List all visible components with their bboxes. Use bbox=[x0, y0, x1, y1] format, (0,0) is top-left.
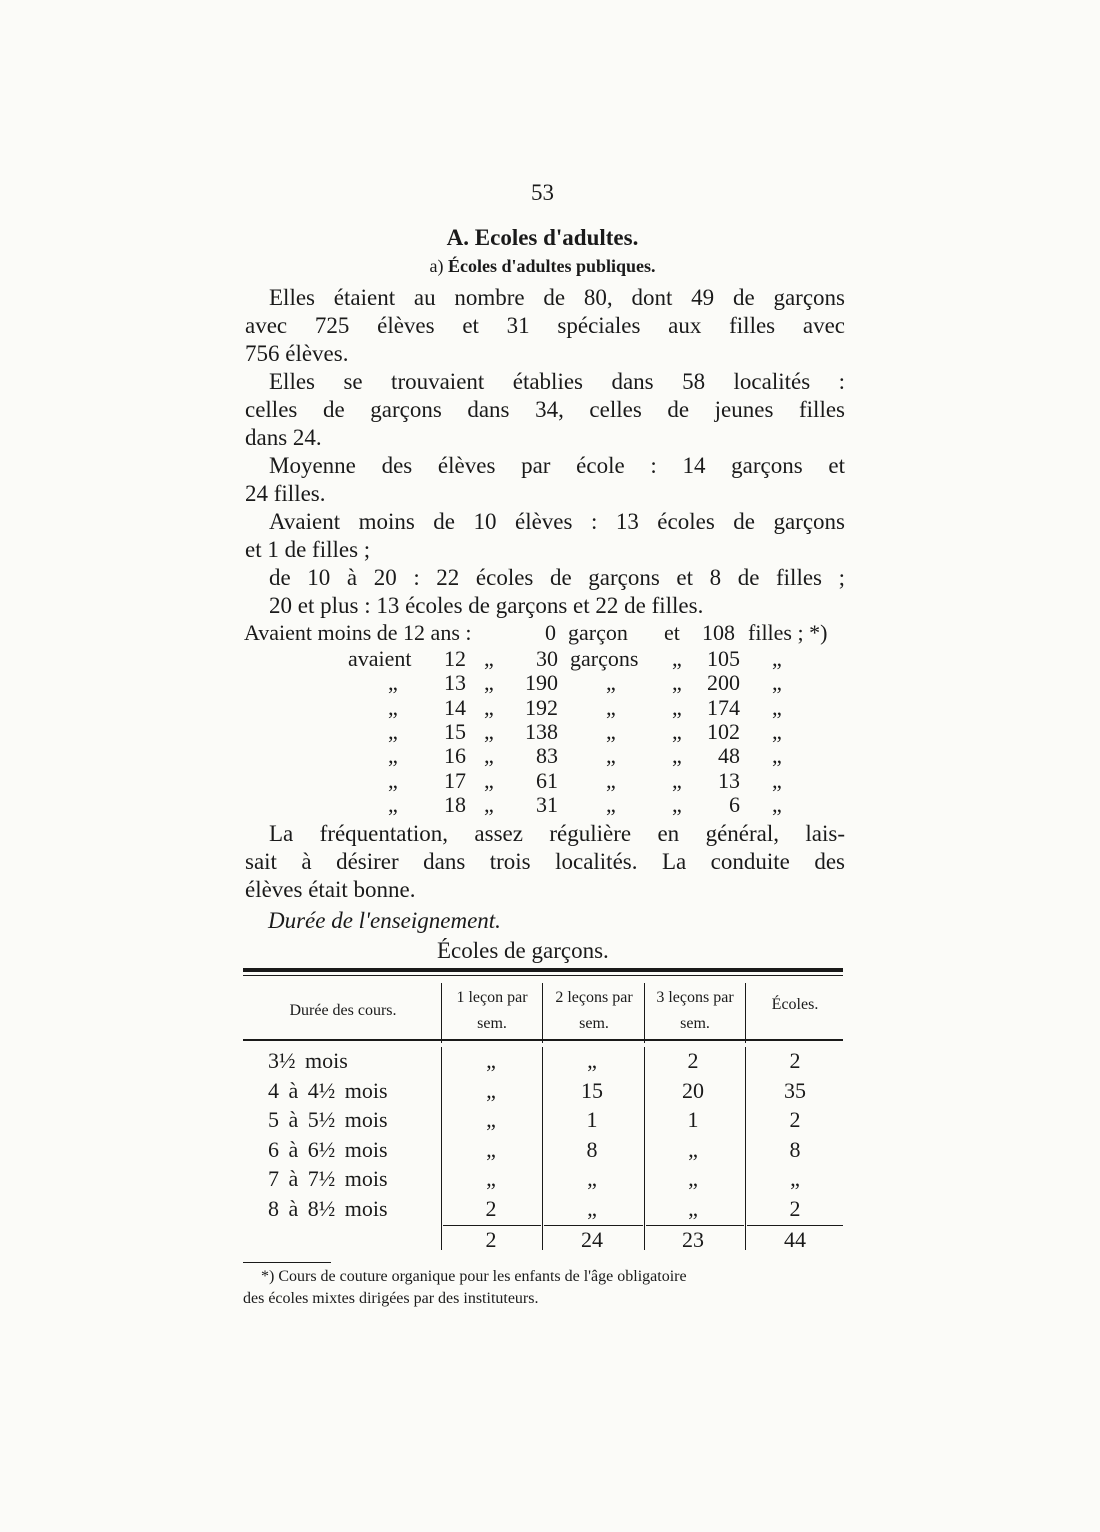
table-cell-1-lecon: „ bbox=[486, 1166, 496, 1191]
section-heading: A. Ecoles d'adultes. bbox=[446, 225, 639, 250]
age-row-ditto: „ bbox=[772, 767, 782, 793]
age-intro-label: Avaient moins de 12 ans : bbox=[244, 620, 472, 645]
age-row-boys-unit: „ bbox=[606, 791, 616, 817]
table-cell-2-lecons: 1 bbox=[586, 1107, 598, 1132]
table-cell-2-lecons: 15 bbox=[581, 1077, 603, 1103]
age-row-boys-unit: garçons bbox=[570, 646, 639, 671]
age-row-girls: 105 bbox=[707, 646, 740, 671]
age-row-boys: 30 bbox=[536, 646, 558, 671]
age-row bbox=[0, 792, 1100, 816]
table-cell-ecoles: 2 bbox=[789, 1048, 801, 1073]
table-divider bbox=[745, 983, 746, 1043]
age-row-ditto: „ bbox=[772, 791, 782, 817]
age-row-prefix: avaient bbox=[348, 646, 412, 671]
paragraph-average bbox=[245, 452, 845, 508]
table-divider bbox=[441, 983, 442, 1043]
age-row-age: 16 bbox=[444, 743, 466, 769]
subsection-heading bbox=[0, 256, 1085, 277]
table-cell-ecoles: 35 bbox=[784, 1077, 806, 1103]
table-header-duree: Durée des cours. bbox=[289, 1002, 397, 1019]
age-row bbox=[0, 646, 1100, 670]
text-line: Moyenne des élèves par école : 14 garçons et bbox=[269, 453, 845, 478]
age-row-boys: 83 bbox=[536, 743, 558, 769]
age-intro-and: et bbox=[664, 620, 680, 645]
age-row-ditto: „ bbox=[672, 743, 682, 769]
age-row-girls: 102 bbox=[707, 718, 740, 744]
table-divider bbox=[441, 1047, 442, 1250]
age-row-ditto: „ bbox=[772, 694, 782, 720]
table-header-2-lecons: 2 leçons par sem. bbox=[555, 989, 633, 1032]
age-row-ditto: „ bbox=[772, 646, 782, 671]
age-row-prefix: „ bbox=[388, 670, 398, 696]
age-row-age: 14 bbox=[444, 694, 466, 720]
age-row-age: 17 bbox=[444, 767, 466, 793]
age-row-boys-unit: „ bbox=[606, 670, 616, 696]
table-cell-1-lecon: 2 bbox=[485, 1195, 497, 1221]
age-row-boys: 31 bbox=[536, 791, 558, 817]
age-row-girls: 174 bbox=[707, 694, 740, 720]
age-row-girls: 13 bbox=[718, 767, 740, 793]
age-row-ditto: „ bbox=[772, 718, 782, 744]
age-row-boys-unit: „ bbox=[606, 694, 616, 720]
paragraph-localities bbox=[245, 368, 845, 452]
table-cell-2-lecons: „ bbox=[587, 1166, 597, 1191]
age-row-girls: 200 bbox=[707, 670, 740, 696]
age-row bbox=[0, 695, 1100, 719]
age-row-ditto: „ bbox=[672, 670, 682, 696]
table-cell-duree: 6 à 6½ mois bbox=[268, 1136, 388, 1162]
age-row-prefix: „ bbox=[388, 767, 398, 793]
table-divider bbox=[644, 1047, 645, 1250]
age-row-age: 13 bbox=[444, 670, 466, 696]
table-rule bbox=[243, 968, 843, 972]
sum-rule bbox=[544, 1225, 643, 1226]
text-line: avec 725 élèves et 31 spéciales aux filles avec bbox=[245, 313, 845, 338]
table-rule bbox=[243, 975, 843, 976]
age-row-ditto: „ bbox=[484, 694, 494, 720]
age-row-ditto: „ bbox=[484, 670, 494, 696]
footnote-rule bbox=[243, 1262, 331, 1263]
table-title: Écoles de garçons. bbox=[437, 938, 609, 963]
age-row-ditto: „ bbox=[772, 670, 782, 696]
text-line: Avaient moins de 10 élèves : 13 écoles de garçons bbox=[269, 509, 845, 534]
age-row-boys: 192 bbox=[525, 694, 558, 720]
table-cell-1-lecon: „ bbox=[486, 1077, 496, 1103]
table-cell-ecoles: 2 bbox=[789, 1107, 801, 1132]
age-intro-girls-unit: filles ; *) bbox=[748, 620, 828, 645]
paragraph-size-20-plus bbox=[245, 592, 845, 620]
age-row-prefix: „ bbox=[388, 694, 398, 720]
table-cell-duree: 4 à 4½ mois bbox=[268, 1077, 388, 1103]
sum-rule bbox=[443, 1225, 541, 1226]
table-cell-3-lecons: „ bbox=[688, 1195, 698, 1221]
age-intro-line bbox=[0, 620, 1100, 648]
age-row-girls: 6 bbox=[729, 791, 740, 817]
table-cell-3-lecons: 1 bbox=[687, 1107, 699, 1132]
age-row-boys: 61 bbox=[536, 767, 558, 793]
text-line: élèves était bonne. bbox=[245, 877, 416, 902]
age-intro-boys: 0 bbox=[545, 620, 556, 645]
age-row-prefix: „ bbox=[388, 718, 398, 744]
table-cell-2-lecons: „ bbox=[587, 1048, 597, 1073]
age-row bbox=[0, 743, 1100, 767]
age-row-ditto: „ bbox=[672, 694, 682, 720]
age-row-boys-unit: „ bbox=[606, 767, 616, 793]
paragraph-size-under-10 bbox=[245, 508, 845, 564]
age-row-ditto: „ bbox=[672, 791, 682, 817]
table-cell-ecoles: 2 bbox=[789, 1195, 801, 1221]
sum-rule bbox=[747, 1225, 843, 1226]
page-number: 53 bbox=[531, 180, 554, 205]
age-row-girls: 48 bbox=[718, 743, 740, 769]
table-cell-duree: 3½ mois bbox=[268, 1048, 348, 1073]
text-line: 24 filles. bbox=[245, 481, 326, 506]
age-row-ditto: „ bbox=[772, 743, 782, 769]
table-divider bbox=[542, 983, 543, 1043]
age-row-ditto: „ bbox=[484, 767, 494, 793]
table-cell-1-lecon: „ bbox=[486, 1136, 496, 1162]
age-row-prefix: „ bbox=[388, 791, 398, 817]
text-line: sait à désirer dans trois localités. La conduite des bbox=[245, 849, 845, 874]
age-row-boys: 190 bbox=[525, 670, 558, 696]
total-1-lecon: 2 bbox=[485, 1227, 497, 1252]
subsection-title: Écoles d'adultes publiques. bbox=[447, 256, 656, 276]
table-cell-3-lecons: „ bbox=[688, 1136, 698, 1162]
paragraph-size-10-20 bbox=[245, 564, 845, 592]
age-row-age: 12 bbox=[444, 646, 466, 671]
text-line: 20 et plus : 13 écoles de garçons et 22 de filles. bbox=[269, 593, 704, 618]
age-intro-boys-unit: garçon bbox=[568, 620, 628, 645]
table-header-3-lecons: 3 leçons par sem. bbox=[656, 989, 734, 1032]
text-line: celles de garçons dans 34, celles de jeunes filles bbox=[245, 397, 845, 422]
table-cell-ecoles: 8 bbox=[789, 1136, 801, 1162]
table-cell-duree: 8 à 8½ mois bbox=[268, 1195, 388, 1221]
paragraph-count bbox=[245, 284, 845, 368]
sum-rule bbox=[646, 1225, 744, 1226]
footnote bbox=[243, 1266, 843, 1310]
table-cell-3-lecons: 20 bbox=[682, 1077, 704, 1103]
footnote-line: des écoles mixtes dirigées par des instituteurs. bbox=[243, 1290, 539, 1307]
table-cell-duree: 7 à 7½ mois bbox=[268, 1166, 388, 1191]
table-cell-2-lecons: 8 bbox=[586, 1136, 598, 1162]
table-cell-ecoles: „ bbox=[790, 1166, 800, 1191]
duree-label: Durée de l'enseignement. bbox=[268, 908, 501, 933]
paragraph-frequentation bbox=[245, 820, 845, 904]
age-row bbox=[0, 670, 1100, 694]
age-row-ditto: „ bbox=[672, 646, 682, 671]
table-cell-2-lecons: „ bbox=[587, 1195, 597, 1221]
age-row-ditto: „ bbox=[672, 767, 682, 793]
age-row-boys: 138 bbox=[525, 718, 558, 744]
age-intro-girls: 108 bbox=[702, 620, 735, 645]
text-line: dans 24. bbox=[245, 425, 322, 450]
age-row-ditto: „ bbox=[484, 718, 494, 744]
age-row-ditto: „ bbox=[484, 743, 494, 769]
table-cell-3-lecons: „ bbox=[688, 1166, 698, 1191]
text-line: et 1 de filles ; bbox=[245, 537, 371, 562]
table-cell-duree: 5 à 5½ mois bbox=[268, 1107, 388, 1132]
age-row-boys-unit: „ bbox=[606, 743, 616, 769]
table-divider bbox=[644, 983, 645, 1043]
age-row bbox=[0, 719, 1100, 743]
total-ecoles: 44 bbox=[784, 1227, 806, 1252]
table-rule bbox=[243, 1039, 843, 1041]
text-line: 756 élèves. bbox=[245, 341, 349, 366]
table-cell-1-lecon: „ bbox=[486, 1107, 496, 1132]
subsection-marker: a) bbox=[429, 256, 444, 276]
age-row-ditto: „ bbox=[484, 646, 494, 671]
footnote-line: *) Cours de couture organique pour les enfants de l'âge obligatoire bbox=[261, 1268, 687, 1285]
age-row bbox=[0, 768, 1100, 792]
table-cell-1-lecon: „ bbox=[486, 1048, 496, 1073]
table-divider bbox=[542, 1047, 543, 1250]
table-header-ecoles: Écoles. bbox=[771, 996, 819, 1013]
text-line: Elles se trouvaient établies dans 58 localités : bbox=[269, 369, 845, 394]
age-row-boys-unit: „ bbox=[606, 718, 616, 744]
table-header-1-lecon: 1 leçon par sem. bbox=[456, 989, 528, 1032]
age-row-prefix: „ bbox=[388, 743, 398, 769]
text-line: Elles étaient au nombre de 80, dont 49 de garçons bbox=[269, 285, 845, 310]
age-row-age: 18 bbox=[444, 791, 466, 817]
age-row-ditto: „ bbox=[484, 791, 494, 817]
text-line: de 10 à 20 : 22 écoles de garçons et 8 de filles ; bbox=[269, 565, 845, 590]
total-2-lecons: 24 bbox=[581, 1227, 603, 1252]
text-line: La fréquentation, assez régulière en général, lais- bbox=[269, 821, 845, 846]
table-cell-3-lecons: 2 bbox=[687, 1048, 699, 1073]
age-row-ditto: „ bbox=[672, 718, 682, 744]
total-3-lecons: 23 bbox=[682, 1227, 704, 1252]
age-row-age: 15 bbox=[444, 718, 466, 744]
table-divider bbox=[745, 1047, 746, 1250]
